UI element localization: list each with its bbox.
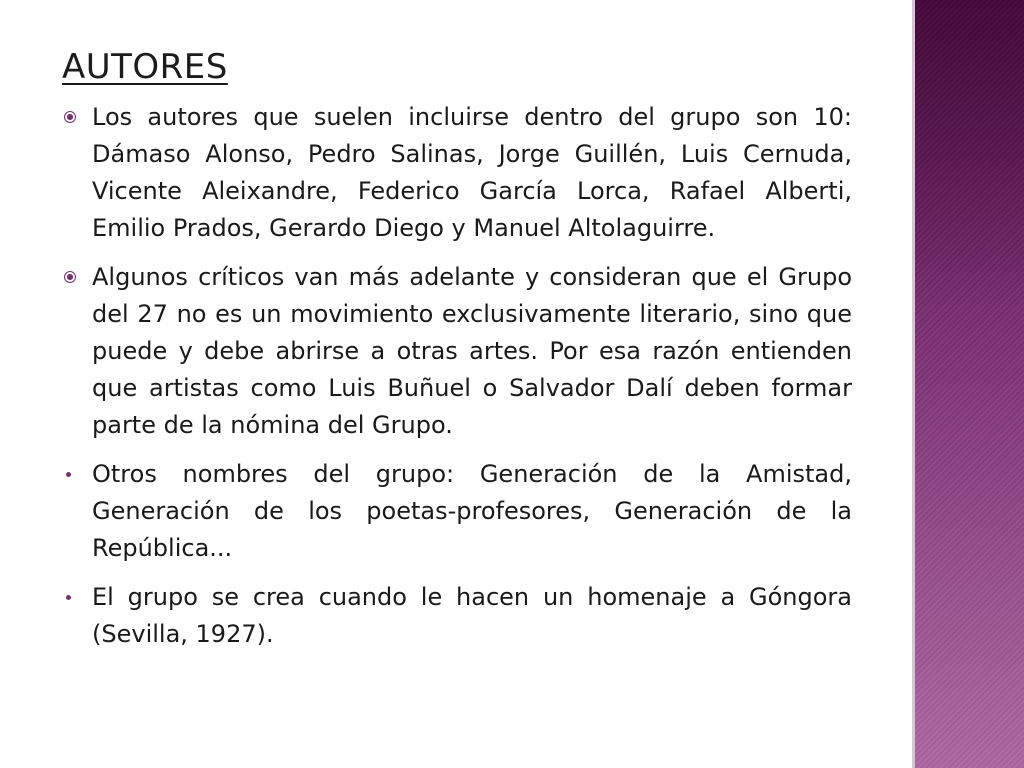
list-item-text: Otros nombres del grupo: Generación de la Amistad, Generación de los poetas-profesores, Generación de la República... bbox=[92, 460, 852, 563]
dot-icon bbox=[66, 472, 71, 477]
circle-target-icon bbox=[64, 111, 76, 123]
bullet-list bbox=[60, 99, 852, 653]
list-item-text: Los autores que suelen incluirse dentro del grupo son 10: Dámaso Alonso, Pedro Salinas, Jorge Guillén, Luis Cernuda, Vicente Aleixandre, Federico García Lorca, Rafael Alberti, Emilio Prados, Gerardo Diego y Manuel Altolaguirre. bbox=[92, 103, 852, 243]
circle-target-icon bbox=[64, 271, 76, 283]
list-item bbox=[60, 259, 852, 444]
list-item-text: Algunos críticos van más adelante y consideran que el Grupo del 27 no es un movimiento exclusivamente literario, sino que puede y debe abrirse a otras artes. Por esa razón entienden que artistas como Luis Buñuel o Salvador Dalí deben formar parte de la nómina del Grupo. bbox=[92, 263, 852, 440]
list-item bbox=[60, 99, 852, 247]
decorative-side-band bbox=[912, 0, 1024, 768]
list-item bbox=[60, 579, 852, 653]
dot-icon bbox=[66, 595, 71, 600]
slide-content bbox=[60, 48, 852, 665]
list-item-text: El grupo se crea cuando le hacen un homenaje a Góngora (Sevilla, 1927). bbox=[92, 583, 852, 649]
list-item bbox=[60, 456, 852, 567]
slide-title: AUTORES bbox=[62, 47, 228, 87]
